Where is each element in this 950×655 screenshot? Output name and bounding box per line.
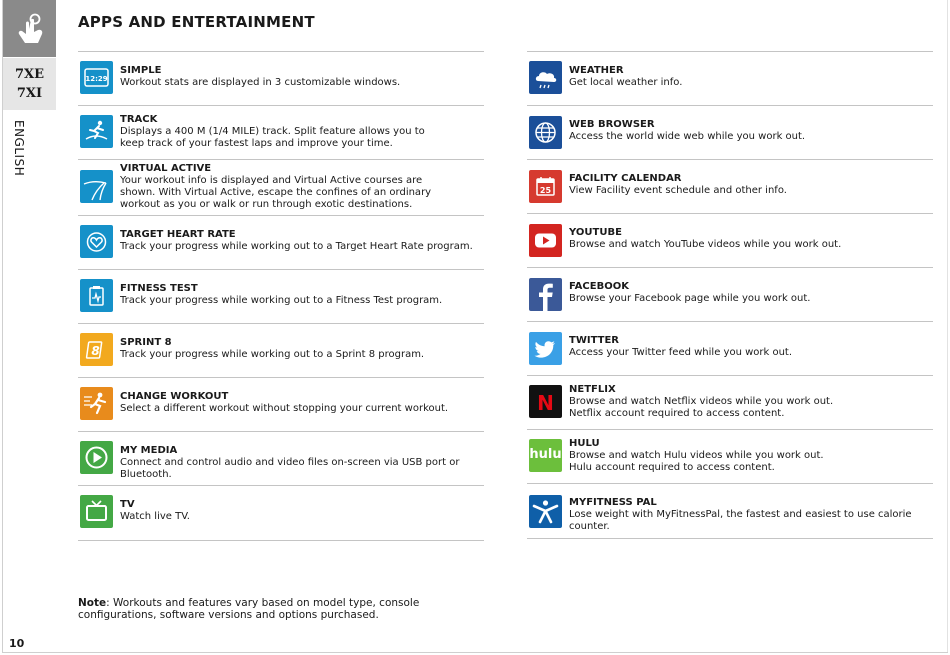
app-entry-track[interactable] — [80, 113, 484, 163]
model-name: 7XE — [14, 67, 45, 82]
youtube-icon — [529, 224, 562, 257]
app-description: Workout stats are displayed in 3 customizable windows. — [120, 77, 401, 88]
app-description: Watch live TV. — [120, 511, 190, 522]
sprint-8-icon — [80, 333, 113, 366]
myfitnesspal-icon — [529, 495, 562, 528]
row-divider — [527, 51, 933, 52]
app-name: MYFITNESS PAL — [569, 497, 657, 508]
app-name: FACEBOOK — [569, 281, 629, 292]
target-heart-icon — [80, 225, 113, 258]
language-tab[interactable] — [12, 120, 26, 180]
app-description: Connect and control audio and video files on-screen via USB port or Bluetooth. — [120, 457, 460, 480]
app-entry-sprint-8[interactable] — [80, 332, 484, 382]
note-text: : Workouts and features vary based on model type, console configurations, software versions and options purchased. — [78, 597, 420, 621]
app-entry-virtual-active[interactable] — [80, 162, 484, 212]
app-entry-my-media[interactable] — [80, 440, 484, 490]
media-play-icon — [80, 441, 113, 474]
app-entry-simple[interactable] — [80, 60, 484, 110]
weather-cloud-icon — [529, 61, 562, 94]
virtual-active-road-icon — [80, 170, 113, 203]
app-name: SPRINT 8 — [120, 337, 172, 348]
app-description: Access your Twitter feed while you work out. — [569, 347, 793, 358]
app-entry-target-heart-rate[interactable] — [80, 224, 484, 274]
app-description: Get local weather info. — [569, 77, 683, 88]
app-description: Browse and watch YouTube videos while you work out. — [569, 239, 842, 250]
twitter-bird-icon — [529, 332, 562, 365]
app-name: SIMPLE — [120, 65, 162, 76]
app-name: VIRTUAL ACTIVE — [120, 163, 212, 174]
app-description: Lose weight with MyFitnessPal, the fastest and easiest to use calorie counter. — [569, 509, 912, 532]
app-name: YOUTUBE — [569, 227, 622, 238]
footnote — [78, 597, 419, 621]
app-name: TARGET HEART RATE — [120, 229, 236, 240]
app-entry-facebook[interactable] — [529, 276, 933, 326]
app-description: Access the world wide web while you work out. — [569, 131, 806, 142]
fitness-test-icon — [80, 279, 113, 312]
app-description: Browse and watch Netflix videos while you work out. Netflix account required to access content. — [569, 396, 834, 419]
app-name: WEB BROWSER — [569, 119, 655, 130]
note-label: Note — [78, 597, 107, 609]
app-entry-tv[interactable] — [80, 494, 484, 544]
app-name: CHANGE WORKOUT — [120, 391, 229, 402]
language-label: ENGLISH — [12, 120, 26, 177]
app-name: FITNESS TEST — [120, 283, 198, 294]
app-name: HULU — [569, 438, 600, 449]
app-name: TWITTER — [569, 335, 619, 346]
app-description: Track your progress while working out to a Sprint 8 program. — [120, 349, 425, 360]
globe-icon — [529, 116, 562, 149]
app-entry-youtube[interactable] — [529, 222, 933, 272]
tv-icon — [80, 495, 113, 528]
app-description: Track your progress while working out to a Fitness Test program. — [120, 295, 443, 306]
app-entry-fitness-test[interactable] — [80, 278, 484, 328]
app-description: Displays a 400 M (1/4 MILE) track. Split feature allows you to keep track of your fastest laps and improve your time. — [120, 126, 425, 149]
app-name: MY MEDIA — [120, 445, 178, 456]
app-entry-weather[interactable] — [529, 60, 933, 110]
row-divider — [78, 51, 484, 52]
hulu-icon — [529, 439, 562, 472]
track-runner-icon — [80, 115, 113, 148]
app-description: Browse your Facebook page while you work out. — [569, 293, 811, 304]
app-name: WEATHER — [569, 65, 624, 76]
app-description: Browse and watch Hulu videos while you work out. Hulu account required to access content. — [569, 450, 824, 473]
app-name: NETFLIX — [569, 384, 616, 395]
svg-text:12:29: 12:29 — [85, 75, 108, 83]
hulu-logo-text: hulu — [529, 447, 562, 462]
svg-text:N: N — [537, 391, 554, 415]
app-entry-myfitness-pal[interactable] — [529, 493, 933, 543]
row-divider — [78, 215, 484, 216]
app-entry-netflix[interactable] — [529, 383, 933, 433]
page-title: APPS AND ENTERTAINMENT — [78, 13, 315, 31]
app-description: View Facility event schedule and other info. — [569, 185, 787, 196]
page-border-bottom — [2, 652, 948, 653]
app-entry-twitter[interactable] — [529, 330, 933, 380]
app-description: Select a different workout without stopping your current workout. — [120, 403, 449, 414]
model-name: 7XI — [16, 86, 43, 101]
facebook-icon — [529, 278, 562, 311]
app-entry-hulu[interactable] — [529, 437, 933, 487]
touch-hand-icon — [3, 0, 56, 57]
svg-text:25: 25 — [539, 186, 552, 195]
app-name: TV — [120, 499, 135, 510]
app-description: Your workout info is displayed and Virtual Active courses are shown. With Virtual Active, escape the confines of an ordinary workout as you or walk or run through exotic destinations. — [120, 175, 432, 210]
app-entry-change-workout[interactable] — [80, 386, 484, 436]
app-name: TRACK — [120, 114, 158, 125]
app-entry-web-browser[interactable] — [529, 114, 933, 164]
page-border-right — [947, 0, 948, 652]
simple-clock-icon — [80, 61, 113, 94]
svg-text:8: 8 — [91, 344, 100, 358]
page-number: 10 — [9, 637, 25, 650]
change-workout-runner-icon — [80, 387, 113, 420]
app-name: FACILITY CALENDAR — [569, 173, 682, 184]
model-label — [3, 58, 56, 110]
app-description: Track your progress while working out to a Target Heart Rate program. — [120, 241, 473, 252]
netflix-icon — [529, 385, 562, 418]
app-entry-facility-calendar[interactable] — [529, 168, 933, 218]
calendar-icon — [529, 170, 562, 203]
